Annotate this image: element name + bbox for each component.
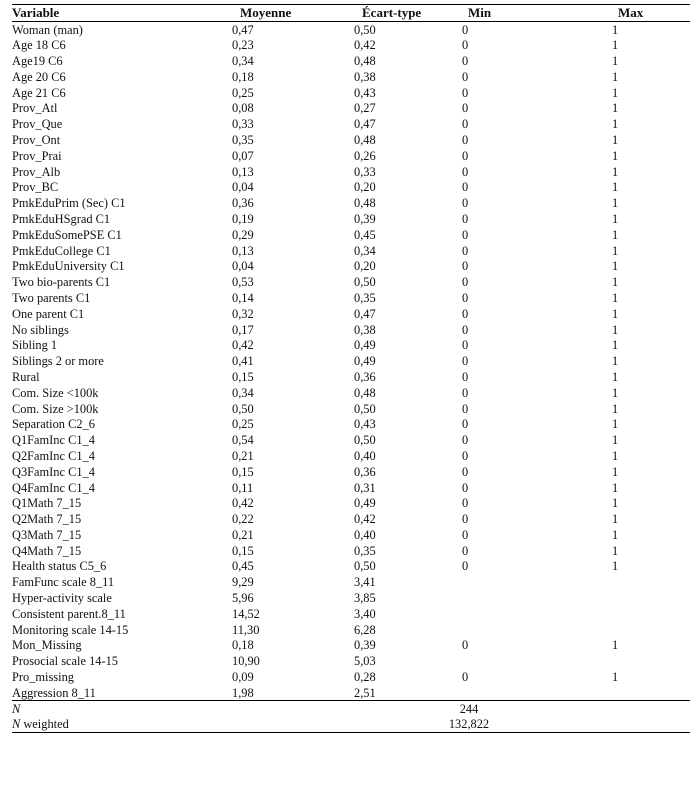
mean-cell: 0,41 bbox=[232, 354, 254, 369]
header-mean: Moyenne bbox=[226, 5, 354, 22]
std-dev-cell: 0,27 bbox=[354, 101, 376, 116]
mean-cell: 0,33 bbox=[232, 117, 254, 132]
table-row bbox=[12, 85, 690, 101]
mean-cell: 9,29 bbox=[232, 575, 254, 590]
std-dev-cell: 0,39 bbox=[354, 638, 376, 653]
table-row bbox=[12, 179, 690, 195]
mean-cell: 0,04 bbox=[232, 180, 254, 195]
max-cell: 1 bbox=[612, 417, 619, 432]
min-cell: 0 bbox=[462, 290, 469, 305]
table-row bbox=[12, 464, 690, 480]
mean-cell: 0,15 bbox=[232, 464, 254, 479]
std-dev-cell: 0,39 bbox=[354, 211, 376, 226]
table-row bbox=[12, 322, 690, 338]
mean-cell: 0,11 bbox=[232, 480, 254, 495]
mean-cell: 0,54 bbox=[232, 433, 254, 448]
mean-cell: 14,52 bbox=[232, 606, 260, 621]
min-cell: 0 bbox=[462, 512, 469, 527]
mean-cell: 0,32 bbox=[232, 306, 254, 321]
std-dev-cell: 0,33 bbox=[354, 164, 376, 179]
table-row bbox=[12, 22, 690, 38]
table-row bbox=[12, 448, 690, 464]
table-row bbox=[12, 306, 690, 322]
max-cell: 1 bbox=[612, 338, 619, 353]
table-row bbox=[12, 416, 690, 432]
std-dev-cell: 0,40 bbox=[354, 448, 376, 463]
max-cell: 1 bbox=[612, 496, 619, 511]
variable-cell: Rural bbox=[12, 369, 40, 384]
min-cell bbox=[458, 606, 584, 622]
max-cell: 1 bbox=[612, 464, 619, 479]
min-cell: 0 bbox=[462, 306, 469, 321]
table-row bbox=[12, 369, 690, 385]
min-cell: 0 bbox=[462, 275, 469, 290]
variable-cell: Mon_Missing bbox=[12, 638, 82, 653]
max-cell: 1 bbox=[612, 401, 619, 416]
std-dev-cell: 0,36 bbox=[354, 464, 376, 479]
variable-cell: FamFunc scale 8_11 bbox=[12, 575, 115, 590]
max-cell: 1 bbox=[612, 670, 619, 685]
std-dev-cell: 0,48 bbox=[354, 132, 376, 147]
std-dev-cell: 0,40 bbox=[354, 527, 376, 542]
table-row bbox=[12, 353, 690, 369]
mean-cell: 0,08 bbox=[232, 101, 254, 116]
max-cell: 1 bbox=[612, 433, 619, 448]
max-cell: 1 bbox=[612, 164, 619, 179]
variable-cell: Q1Math 7_15 bbox=[12, 496, 82, 511]
table-body bbox=[12, 22, 690, 701]
table-row bbox=[12, 243, 690, 259]
variable-cell: PmkEduHSgrad C1 bbox=[12, 211, 111, 226]
min-cell: 0 bbox=[462, 117, 469, 132]
std-dev-cell: 0,47 bbox=[354, 117, 376, 132]
table-row bbox=[12, 258, 690, 274]
mean-cell: 0,42 bbox=[232, 496, 254, 511]
header-variable: Variable bbox=[12, 5, 226, 22]
min-cell: 0 bbox=[462, 670, 469, 685]
variable-cell: Two bio-parents C1 bbox=[12, 275, 111, 290]
max-cell bbox=[584, 574, 690, 590]
variable-cell: Q2Math 7_15 bbox=[12, 512, 82, 527]
variable-cell: Consistent parent.8_11 bbox=[12, 606, 126, 621]
variable-cell: Prosocial scale 14-15 bbox=[12, 654, 118, 669]
min-cell: 0 bbox=[462, 559, 469, 574]
mean-cell: 0,14 bbox=[232, 290, 254, 305]
std-dev-cell: 3,41 bbox=[354, 575, 376, 590]
table-row bbox=[12, 638, 690, 654]
min-cell bbox=[458, 590, 584, 606]
max-cell: 1 bbox=[612, 559, 619, 574]
mean-cell: 0,53 bbox=[232, 275, 254, 290]
n-weighted-value: 132,822 bbox=[354, 717, 584, 733]
mean-cell: 0,42 bbox=[232, 338, 254, 353]
std-dev-cell: 3,40 bbox=[354, 606, 376, 621]
min-cell: 0 bbox=[462, 369, 469, 384]
mean-cell: 0,45 bbox=[232, 559, 254, 574]
std-dev-cell: 0,48 bbox=[354, 385, 376, 400]
max-cell: 1 bbox=[612, 53, 619, 68]
max-cell bbox=[584, 653, 690, 669]
min-cell: 0 bbox=[462, 385, 469, 400]
std-dev-cell: 0,42 bbox=[354, 512, 376, 527]
min-cell: 0 bbox=[462, 638, 469, 653]
std-dev-cell: 0,42 bbox=[354, 38, 376, 53]
max-cell: 1 bbox=[612, 448, 619, 463]
mean-cell: 5,96 bbox=[232, 591, 254, 606]
mean-cell: 0,19 bbox=[232, 211, 254, 226]
max-cell: 1 bbox=[612, 322, 619, 337]
max-cell: 1 bbox=[612, 290, 619, 305]
variable-cell: Prov_Que bbox=[12, 117, 63, 132]
mean-cell: 0,47 bbox=[232, 22, 254, 37]
table-header-row bbox=[12, 5, 690, 22]
max-cell: 1 bbox=[612, 527, 619, 542]
std-dev-cell: 0,43 bbox=[354, 85, 376, 100]
std-dev-cell: 0,35 bbox=[354, 543, 376, 558]
min-cell: 0 bbox=[462, 480, 469, 495]
variable-cell: Com. Size <100k bbox=[12, 385, 99, 400]
mean-cell: 0,13 bbox=[232, 164, 254, 179]
max-cell bbox=[584, 685, 690, 701]
mean-cell: 11,30 bbox=[232, 622, 260, 637]
std-dev-cell: 0,50 bbox=[354, 22, 376, 37]
std-dev-cell: 0,36 bbox=[354, 369, 376, 384]
mean-cell: 0,09 bbox=[232, 670, 254, 685]
variable-cell: Q3Math 7_15 bbox=[12, 527, 82, 542]
n-label: N bbox=[12, 701, 21, 716]
table-row bbox=[12, 274, 690, 290]
mean-cell: 0,34 bbox=[232, 53, 254, 68]
table-row bbox=[12, 100, 690, 116]
min-cell: 0 bbox=[462, 448, 469, 463]
min-cell: 0 bbox=[462, 69, 469, 84]
min-cell: 0 bbox=[462, 401, 469, 416]
table-row bbox=[12, 559, 690, 575]
std-dev-cell: 5,03 bbox=[354, 654, 376, 669]
variable-cell: Woman (man) bbox=[12, 22, 83, 37]
max-cell: 1 bbox=[612, 101, 619, 116]
max-cell: 1 bbox=[612, 638, 619, 653]
variable-cell: Q3FamInc C1_4 bbox=[12, 464, 95, 479]
min-cell: 0 bbox=[462, 243, 469, 258]
variable-cell: Q4FamInc C1_4 bbox=[12, 480, 95, 495]
mean-cell: 0,04 bbox=[232, 259, 254, 274]
std-dev-cell: 0,50 bbox=[354, 275, 376, 290]
variable-cell: Q2FamInc C1_4 bbox=[12, 448, 95, 463]
min-cell: 0 bbox=[462, 227, 469, 242]
table-row bbox=[12, 227, 690, 243]
std-dev-cell: 2,51 bbox=[354, 685, 458, 701]
variable-cell: Separation C2_6 bbox=[12, 417, 95, 432]
max-cell: 1 bbox=[612, 132, 619, 147]
table-row bbox=[12, 511, 690, 527]
std-dev-cell: 0,49 bbox=[354, 338, 376, 353]
max-cell: 1 bbox=[612, 85, 619, 100]
mean-cell: 0,13 bbox=[232, 243, 254, 258]
table-row bbox=[12, 37, 690, 53]
min-cell: 0 bbox=[462, 464, 469, 479]
max-cell: 1 bbox=[612, 354, 619, 369]
std-dev-cell: 0,47 bbox=[354, 306, 376, 321]
mean-cell: 10,90 bbox=[232, 654, 260, 669]
std-dev-cell: 0,43 bbox=[354, 417, 376, 432]
table-row bbox=[12, 543, 690, 559]
min-cell: 0 bbox=[462, 433, 469, 448]
variable-cell: No siblings bbox=[12, 322, 69, 337]
min-cell: 0 bbox=[462, 543, 469, 558]
max-cell: 1 bbox=[612, 117, 619, 132]
table-row bbox=[12, 290, 690, 306]
table-row bbox=[12, 211, 690, 227]
min-cell: 0 bbox=[462, 496, 469, 511]
min-cell: 0 bbox=[462, 180, 469, 195]
max-cell: 1 bbox=[612, 148, 619, 163]
max-cell: 1 bbox=[612, 369, 619, 384]
min-cell: 0 bbox=[462, 211, 469, 226]
max-cell: 1 bbox=[612, 69, 619, 84]
n-weighted-label-suffix: weighted bbox=[20, 717, 69, 732]
table-row bbox=[12, 669, 690, 685]
table-row bbox=[12, 574, 690, 590]
n-value: 244 bbox=[459, 701, 479, 716]
mean-cell: 0,18 bbox=[232, 638, 254, 653]
table-row bbox=[12, 401, 690, 417]
std-dev-cell: 0,38 bbox=[354, 322, 376, 337]
min-cell: 0 bbox=[462, 101, 469, 116]
max-cell: 1 bbox=[612, 259, 619, 274]
variable-cell: Two parents C1 bbox=[12, 290, 91, 305]
min-cell: 0 bbox=[462, 22, 469, 37]
min-cell: 0 bbox=[462, 259, 469, 274]
std-dev-cell: 3,85 bbox=[354, 591, 376, 606]
variable-cell: Age19 C6 bbox=[12, 53, 63, 68]
min-cell: 0 bbox=[462, 527, 469, 542]
table-row bbox=[12, 495, 690, 511]
variable-cell: Prov_BC bbox=[12, 180, 59, 195]
max-cell: 1 bbox=[612, 227, 619, 242]
table-row bbox=[12, 606, 690, 622]
min-cell bbox=[458, 653, 584, 669]
variable-cell: Prov_Ont bbox=[12, 132, 61, 147]
max-cell bbox=[584, 590, 690, 606]
variable-cell: Pro_missing bbox=[12, 670, 74, 685]
table-row bbox=[12, 480, 690, 496]
variable-cell: Health status C5_6 bbox=[12, 559, 107, 574]
table-row bbox=[12, 337, 690, 353]
mean-cell: 0,23 bbox=[232, 38, 254, 53]
variable-cell: One parent C1 bbox=[12, 306, 85, 321]
std-dev-cell: 0,31 bbox=[354, 480, 376, 495]
table-row bbox=[12, 53, 690, 69]
std-dev-cell: 0,20 bbox=[354, 180, 376, 195]
std-dev-cell: 0,50 bbox=[354, 433, 376, 448]
min-cell bbox=[458, 574, 584, 590]
mean-cell: 0,21 bbox=[232, 448, 254, 463]
variable-cell: Q1FamInc C1_4 bbox=[12, 433, 95, 448]
std-dev-cell: 0,20 bbox=[354, 259, 376, 274]
min-cell: 0 bbox=[462, 417, 469, 432]
variable-cell: PmkEduUniversity C1 bbox=[12, 259, 125, 274]
std-dev-cell: 6,28 bbox=[354, 622, 376, 637]
weighted-sample-row bbox=[12, 717, 690, 733]
variable-cell: PmkEduPrim (Sec) C1 bbox=[12, 196, 126, 211]
mean-cell: 0,36 bbox=[232, 196, 254, 211]
table-row bbox=[12, 148, 690, 164]
std-dev-cell: 0,34 bbox=[354, 243, 376, 258]
table-row bbox=[12, 69, 690, 85]
mean-cell: 0,25 bbox=[232, 417, 254, 432]
table-row bbox=[12, 132, 690, 148]
variable-cell: Aggression 8_11 bbox=[12, 685, 226, 701]
descriptive-statistics-table bbox=[12, 4, 690, 733]
max-cell: 1 bbox=[612, 543, 619, 558]
mean-cell: 0,21 bbox=[232, 527, 254, 542]
variable-cell: PmkEduSomePSE C1 bbox=[12, 227, 122, 242]
table-row bbox=[12, 164, 690, 180]
min-cell: 0 bbox=[462, 148, 469, 163]
table-row bbox=[12, 195, 690, 211]
min-cell: 0 bbox=[462, 132, 469, 147]
n-weighted-label bbox=[12, 717, 226, 733]
max-cell bbox=[584, 606, 690, 622]
variable-cell: Prov_Atl bbox=[12, 101, 58, 116]
header-max: Max bbox=[584, 5, 690, 22]
mean-cell: 0,35 bbox=[232, 132, 254, 147]
n-weighted-label-italic: N bbox=[12, 717, 21, 732]
variable-cell: Sibling 1 bbox=[12, 338, 58, 353]
std-dev-cell: 0,45 bbox=[354, 227, 376, 242]
variable-cell: Q4Math 7_15 bbox=[12, 543, 82, 558]
std-dev-cell: 0,50 bbox=[354, 401, 376, 416]
mean-cell: 1,98 bbox=[226, 685, 354, 701]
table-row bbox=[12, 385, 690, 401]
table-row bbox=[12, 432, 690, 448]
std-dev-cell: 0,35 bbox=[354, 290, 376, 305]
table-row bbox=[12, 622, 690, 638]
max-cell: 1 bbox=[612, 180, 619, 195]
min-cell: 0 bbox=[462, 38, 469, 53]
variable-cell: Age 20 C6 bbox=[12, 69, 66, 84]
max-cell: 1 bbox=[612, 38, 619, 53]
mean-cell: 0,15 bbox=[232, 369, 254, 384]
max-cell: 1 bbox=[612, 196, 619, 211]
max-cell: 1 bbox=[612, 480, 619, 495]
std-dev-cell: 0,48 bbox=[354, 196, 376, 211]
table-row bbox=[12, 116, 690, 132]
max-cell: 1 bbox=[612, 211, 619, 226]
std-dev-cell: 0,28 bbox=[354, 670, 376, 685]
variable-cell: PmkEduCollege C1 bbox=[12, 243, 111, 258]
mean-cell: 0,25 bbox=[232, 85, 254, 100]
std-dev-cell: 0,49 bbox=[354, 354, 376, 369]
max-cell: 1 bbox=[612, 385, 619, 400]
mean-cell: 0,17 bbox=[232, 322, 254, 337]
header-std-dev: Écart-type bbox=[354, 5, 458, 22]
mean-cell: 0,07 bbox=[232, 148, 254, 163]
mean-cell: 0,15 bbox=[232, 543, 254, 558]
variable-cell: Hyper-activity scale bbox=[12, 591, 112, 606]
max-cell: 1 bbox=[612, 243, 619, 258]
variable-cell: Prov_Prai bbox=[12, 148, 62, 163]
min-cell: 0 bbox=[462, 53, 469, 68]
std-dev-cell: 0,26 bbox=[354, 148, 376, 163]
min-cell bbox=[458, 622, 584, 638]
max-cell: 1 bbox=[612, 306, 619, 321]
std-dev-cell: 0,48 bbox=[354, 53, 376, 68]
variable-cell: Age 18 C6 bbox=[12, 38, 66, 53]
mean-cell: 0,34 bbox=[232, 385, 254, 400]
variable-cell: Siblings 2 or more bbox=[12, 354, 104, 369]
table-row bbox=[12, 527, 690, 543]
max-cell: 1 bbox=[612, 275, 619, 290]
variable-cell: Com. Size >100k bbox=[12, 401, 99, 416]
table-row bbox=[12, 685, 690, 701]
min-cell: 0 bbox=[462, 322, 469, 337]
min-cell bbox=[458, 685, 584, 701]
mean-cell: 0,18 bbox=[232, 69, 254, 84]
min-cell: 0 bbox=[462, 196, 469, 211]
table-row bbox=[12, 590, 690, 606]
min-cell: 0 bbox=[462, 85, 469, 100]
max-cell: 1 bbox=[612, 22, 619, 37]
min-cell: 0 bbox=[462, 164, 469, 179]
header-min: Min bbox=[458, 5, 584, 22]
std-dev-cell: 0,49 bbox=[354, 496, 376, 511]
variable-cell: Prov_Alb bbox=[12, 164, 61, 179]
std-dev-cell: 0,50 bbox=[354, 559, 376, 574]
sample-size-row bbox=[12, 701, 690, 717]
min-cell: 0 bbox=[462, 354, 469, 369]
min-cell: 0 bbox=[462, 338, 469, 353]
table-row bbox=[12, 653, 690, 669]
mean-cell: 0,22 bbox=[232, 512, 254, 527]
max-cell: 1 bbox=[612, 512, 619, 527]
max-cell bbox=[584, 622, 690, 638]
std-dev-cell: 0,38 bbox=[354, 69, 376, 84]
mean-cell: 0,29 bbox=[232, 227, 254, 242]
variable-cell: Age 21 C6 bbox=[12, 85, 66, 100]
mean-cell: 0,50 bbox=[232, 401, 254, 416]
variable-cell: Monitoring scale 14-15 bbox=[12, 622, 129, 637]
